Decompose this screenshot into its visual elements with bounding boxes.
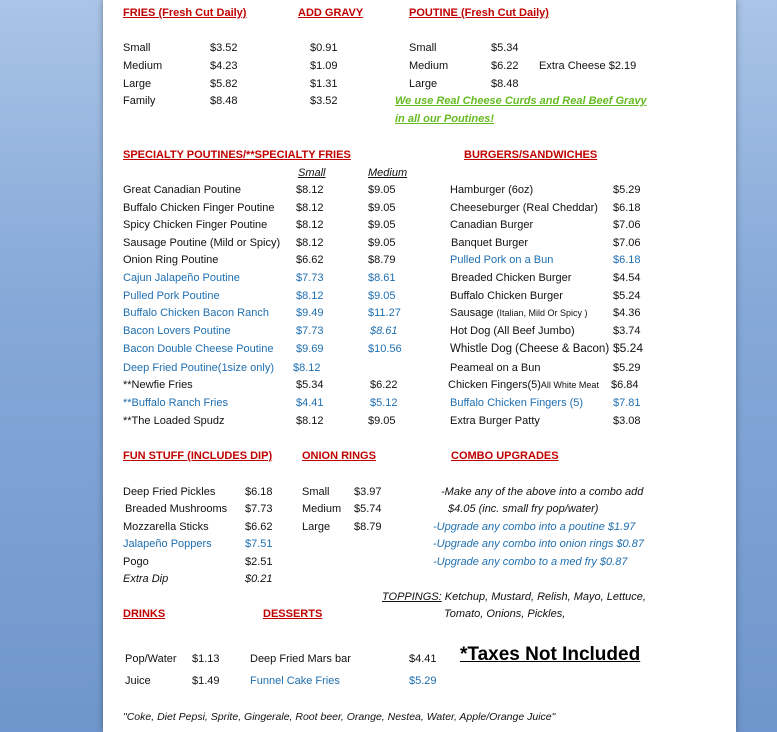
fun-price: $6.62 <box>245 521 273 533</box>
burger-price: $3.74 <box>613 325 641 337</box>
fun-price: $7.51 <box>245 538 273 550</box>
menu-page <box>103 0 736 732</box>
specialty-medium: $9.05 <box>368 237 396 249</box>
specialty-small: $7.73 <box>296 325 324 337</box>
fun-price: $2.51 <box>245 556 273 568</box>
burger-item: Hot Dog (All Beef Jumbo) <box>450 325 575 337</box>
burger-item: Hamburger (6oz) <box>450 184 534 196</box>
fun-price: $7.73 <box>245 503 273 515</box>
fun-item: Extra Dip <box>123 573 169 585</box>
fun-price: $0.21 <box>245 573 273 585</box>
specialty-item: **The Loaded Spudz <box>123 415 225 427</box>
specialty-header: SPECIALTY POUTINES/**SPECIALTY FRIES <box>123 149 351 161</box>
specialty-medium: $8.79 <box>368 254 396 266</box>
desserts-header: DESSERTS <box>263 608 323 620</box>
specialty-small: $8.12 <box>296 202 324 214</box>
fries-price: $8.48 <box>210 95 238 107</box>
burger-price: $7.06 <box>613 219 641 231</box>
specialty-item: Sausage Poutine (Mild or Spicy) <box>123 237 281 249</box>
gravy-price: $0.91 <box>310 42 338 54</box>
fries-price: $4.23 <box>210 60 238 72</box>
specialty-medium: $9.05 <box>368 219 396 231</box>
burger-price: $5.29 <box>613 362 641 374</box>
combo-line: -Upgrade any combo into a poutine $1.97 <box>433 521 636 533</box>
specialty-item: Bacon Lovers Poutine <box>123 325 231 337</box>
specialty-item: Deep Fried Poutine(1size only) <box>123 362 275 374</box>
gravy-price: $1.09 <box>310 60 338 72</box>
burger-item-sub: All White Meat <box>540 380 599 390</box>
dessert-price: $4.41 <box>409 653 437 665</box>
specialty-small: $8.12 <box>296 415 324 427</box>
burger-item-name: Sausage <box>450 307 494 319</box>
specialty-small: $7.73 <box>296 272 324 284</box>
combo-line: -Upgrade any combo to a med fry $0.87 <box>433 556 628 568</box>
fun-item: Pogo <box>123 556 149 568</box>
burger-item: Whistle Dog (Cheese & Bacon) <box>450 343 610 355</box>
burger-item: Buffalo Chicken Fingers (5) <box>450 397 584 409</box>
burger-price: $4.36 <box>613 307 641 319</box>
specialty-small: $8.12 <box>296 290 324 302</box>
dessert-price: $5.29 <box>409 675 437 687</box>
toppings-line <box>382 591 646 604</box>
fries-size: Medium <box>123 60 163 72</box>
poutine-size: Medium <box>409 60 449 72</box>
burger-item <box>448 379 599 392</box>
onion-price: $5.74 <box>354 503 382 515</box>
fun-item: Jalapeño Poppers <box>123 538 212 550</box>
burger-item: Extra Burger Patty <box>450 415 540 427</box>
combo-line: -Upgrade any combo into onion rings $0.87 <box>433 538 644 550</box>
burger-item: Cheeseburger (Real Cheddar) <box>450 202 598 214</box>
burger-price: $7.06 <box>613 237 641 249</box>
specialty-item: **Buffalo Ranch Fries <box>123 397 228 409</box>
burger-item-sub: (Italian, Mild Or Spicy ) <box>496 308 588 318</box>
specialty-medium: $9.05 <box>368 415 396 427</box>
poutine-price: $6.22 <box>491 60 519 72</box>
poutine-size: Large <box>409 78 438 90</box>
onion-size: Large <box>302 521 331 533</box>
combo-line: -Make any of the above into a combo add <box>441 486 644 498</box>
specialty-item: Buffalo Chicken Finger Poutine <box>123 202 275 214</box>
drink-item: Pop/Water <box>125 653 177 665</box>
fries-size: Family <box>123 95 156 107</box>
specialty-item: Cajun Jalapeño Poutine <box>123 272 240 284</box>
burger-item: Pulled Pork on a Bun <box>450 254 554 266</box>
combo-header: COMBO UPGRADES <box>451 450 559 462</box>
toppings-label: TOPPINGS: <box>382 591 442 603</box>
dessert-item: Deep Fried Mars bar <box>250 653 351 665</box>
burger-item: Canadian Burger <box>450 219 534 231</box>
taxes-notice: *Taxes Not Included <box>460 644 641 665</box>
specialty-small: $5.34 <box>296 379 324 391</box>
fun-price: $6.18 <box>245 486 273 498</box>
onion-size: Small <box>302 486 330 498</box>
drink-list: "Coke, Diet Pepsi, Sprite, Gingerale, Root beer, Orange, Nestea, Water, Apple/Orange Juice" <box>123 711 556 723</box>
drink-price: $1.49 <box>192 675 220 687</box>
specialty-item: Onion Ring Poutine <box>123 254 219 266</box>
specialty-item: Buffalo Chicken Bacon Ranch <box>123 307 269 319</box>
dessert-item: Funnel Cake Fries <box>250 675 340 687</box>
specialty-small: $8.12 <box>296 184 324 196</box>
onion-size: Medium <box>302 503 342 515</box>
fries-price: $5.82 <box>210 78 238 90</box>
specialty-small: $8.12 <box>296 219 324 231</box>
burger-item: Banquet Burger <box>451 237 529 249</box>
specialty-medium: $9.05 <box>368 184 396 196</box>
poutine-header: POUTINE (Fresh Cut Daily) <box>409 7 549 19</box>
specialty-small: $9.49 <box>296 307 324 319</box>
onion-rings-header: ONION RINGS <box>302 450 376 462</box>
fun-stuff-header: FUN STUFF (INCLUDES DIP) <box>123 450 273 462</box>
burger-price: $4.54 <box>613 272 641 284</box>
gravy-header: ADD GRAVY <box>298 7 364 19</box>
gravy-price: $1.31 <box>310 78 338 90</box>
specialty-item: **Newfie Fries <box>123 379 193 391</box>
onion-price: $8.79 <box>354 521 382 533</box>
burger-price: $5.24 <box>613 290 641 302</box>
specialty-small: $9.69 <box>296 343 324 355</box>
extra-cheese: Extra Cheese $2.19 <box>539 60 637 72</box>
burger-price: $6.84 <box>611 379 639 391</box>
combo-line: $4.05 (inc. small fry pop/water) <box>448 503 599 515</box>
specialty-small: $8.12 <box>293 362 321 374</box>
burgers-header: BURGERS/SANDWICHES <box>464 149 598 161</box>
fun-item: Breaded Mushrooms <box>125 503 228 515</box>
specialty-small: $4.41 <box>296 397 324 409</box>
specialty-item: Great Canadian Poutine <box>123 184 242 196</box>
toppings-text: Ketchup, Mustard, Relish, Mayo, Lettuce, <box>444 591 646 603</box>
specialty-item: Pulled Pork Poutine <box>123 290 220 302</box>
fun-item: Deep Fried Pickles <box>123 486 216 498</box>
specialty-medium: $11.27 <box>368 307 401 319</box>
burger-price: $6.18 <box>613 254 641 266</box>
gravy-price: $3.52 <box>310 95 338 107</box>
drinks-header: DRINKS <box>123 608 166 620</box>
specialty-medium: $8.61 <box>370 325 398 337</box>
specialty-small: $6.62 <box>296 254 324 266</box>
fries-size: Small <box>123 42 151 54</box>
burger-item: Buffalo Chicken Burger <box>450 290 563 302</box>
burger-item: Breaded Chicken Burger <box>451 272 572 284</box>
specialty-medium: $9.05 <box>368 202 396 214</box>
poutine-note: in all our Poutines! <box>395 113 495 125</box>
specialty-medium: $10.56 <box>368 343 402 355</box>
poutine-price: $5.34 <box>491 42 519 54</box>
fries-header: FRIES (Fresh Cut Daily) <box>123 7 247 19</box>
drink-price: $1.13 <box>192 653 220 665</box>
fun-item: Mozzarella Sticks <box>123 521 209 533</box>
burger-item: Peameal on a Bun <box>450 362 541 374</box>
burger-price: $7.81 <box>613 397 641 409</box>
specialty-medium: $8.61 <box>368 272 396 284</box>
specialty-small: $8.12 <box>296 237 324 249</box>
specialty-medium: $5.12 <box>370 397 398 409</box>
specialty-medium: $6.22 <box>370 379 398 391</box>
fries-price: $3.52 <box>210 42 238 54</box>
col-small: Small <box>298 167 326 179</box>
poutine-note: We use Real Cheese Curds and Real Beef Gravy <box>395 95 647 107</box>
specialty-item: Spicy Chicken Finger Poutine <box>123 219 268 231</box>
specialty-medium: $9.05 <box>368 290 396 302</box>
burger-item-name: Chicken Fingers(5) <box>448 379 541 391</box>
burger-price: $3.08 <box>613 415 641 427</box>
burger-item <box>450 307 588 320</box>
burger-price: $6.18 <box>613 202 641 214</box>
toppings-line2: Tomato, Onions, Pickles, <box>444 608 566 620</box>
burger-price: $5.29 <box>613 184 641 196</box>
specialty-item: Bacon Double Cheese Poutine <box>123 343 274 355</box>
burger-price: $5.24 <box>613 341 644 355</box>
poutine-size: Small <box>409 42 437 54</box>
fries-size: Large <box>123 78 152 90</box>
drink-item: Juice <box>125 675 151 687</box>
onion-price: $3.97 <box>354 486 382 498</box>
poutine-price: $8.48 <box>491 78 519 90</box>
col-medium: Medium <box>368 167 408 179</box>
